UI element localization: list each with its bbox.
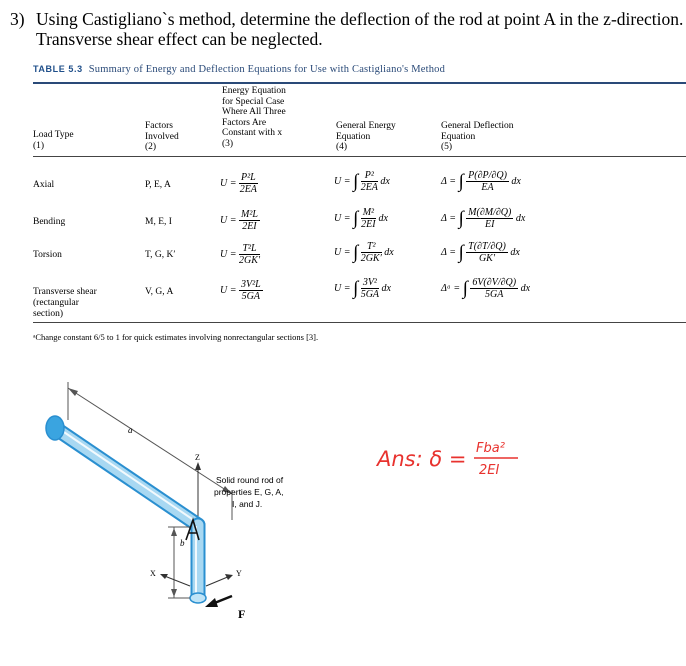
eq-shear-general: U = ∫ $\frac{\text{3V²}}{5GA}$ dx bbox=[334, 277, 391, 300]
dim-b-arrow-bottom bbox=[171, 589, 177, 597]
row-bending-factors: M, E, I bbox=[145, 217, 172, 227]
figure-note bbox=[214, 475, 286, 509]
row-axial-load: Axial bbox=[33, 180, 55, 190]
eq-torsion-deflection: Δ = ∫ $\frac{T(\partial T/\partial Q)}{GK'}$ dx bbox=[441, 241, 520, 264]
label-y: Y bbox=[236, 569, 242, 578]
rod-arm-highlight bbox=[55, 426, 198, 523]
eq-bending-special: U = $\frac{\text{M²L}}{2EI}$ bbox=[220, 209, 258, 232]
eq-axial-special: U = $\frac{\text{P²L}}{2EA}$ bbox=[220, 172, 257, 195]
eq-axial-general: U = ∫ $\frac{\text{P²}}{2EA}$ dx bbox=[334, 170, 390, 193]
rod-fixed-end bbox=[46, 416, 64, 440]
problem-line-1: Using Castigliano`s method, determine the deflection of the rod at point A in the z-direction. bbox=[36, 9, 684, 29]
dim-b-arrow-top bbox=[171, 528, 177, 536]
table-caption-text: Summary of Energy and Deflection Equations for Use with Castigliano's Method bbox=[88, 64, 446, 75]
header-general-energy: General Energy Equation (4) bbox=[336, 121, 396, 152]
label-b: b bbox=[180, 538, 185, 548]
header-energy-special: Energy Equation for Special Case Where All Three Factors Are Constant with x (3) bbox=[222, 86, 286, 149]
answer-denominator: 2EI bbox=[479, 463, 500, 478]
label-x: X bbox=[150, 569, 156, 578]
answer-lhs: Ans: δ = bbox=[377, 447, 467, 471]
table-footnote: ᵃChange constant 6/5 to 1 for quick estimates involving nonrectangular sections [3]. bbox=[33, 332, 319, 342]
eq-shear-special: U = $\frac{\text{3V²L}}{5GA}$ bbox=[220, 279, 261, 302]
figure-note-line-3: I, and J. bbox=[232, 499, 263, 509]
y-axis bbox=[206, 576, 230, 586]
answer-numerator: Fba² bbox=[476, 441, 505, 456]
row-axial-factors: P, E, A bbox=[145, 180, 171, 190]
force-arrow-head bbox=[205, 598, 218, 607]
header-factors: Factors Involved (2) bbox=[145, 121, 179, 152]
eq-torsion-general: U = ∫ $\frac{\text{T²}}{2GK'}$ dx bbox=[334, 241, 394, 264]
eq-bending-deflection: Δ = ∫ $\frac{M(\partial M/\partial Q)}{EI}$ dx bbox=[441, 207, 526, 230]
eq-bending-general: U = ∫ $\frac{\text{M²}}{2EI}$ dx bbox=[334, 207, 388, 230]
y-axis-arrow bbox=[225, 574, 233, 580]
rod-free-end bbox=[190, 593, 206, 603]
label-z: Z bbox=[195, 453, 200, 462]
eq-torsion-special: U = $\frac{\text{T²L}}{2GK'}$ bbox=[220, 243, 261, 266]
table-tag: TABLE 5.3 bbox=[33, 64, 83, 74]
figure-note-line-2: properties E, G, A, bbox=[214, 487, 284, 497]
dim-a-line bbox=[68, 388, 232, 494]
z-axis-arrow bbox=[195, 462, 201, 470]
row-shear-factors: V, G, A bbox=[145, 287, 174, 297]
rod-arm-fill bbox=[55, 428, 198, 525]
header-general-deflection: General Deflection Equation (5) bbox=[441, 121, 514, 152]
row-torsion-load: Torsion bbox=[33, 250, 62, 260]
header-load-type: Load Type (1) bbox=[33, 130, 74, 151]
eq-shear-deflection: Δᵃ = ∫ $\frac{6V(\partial V/\partial Q)}{5GA}$ dx bbox=[441, 277, 531, 300]
label-A: A bbox=[210, 532, 211, 533]
figure-note-line-1: Solid round rod of bbox=[216, 475, 284, 485]
dim-a-arrow-start bbox=[68, 388, 78, 396]
row-bending-load: Bending bbox=[33, 217, 66, 227]
row-shear-load: Transverse shear (rectangular section) bbox=[33, 287, 97, 319]
row-torsion-factors: T, G, K′ bbox=[145, 250, 176, 260]
label-f: F bbox=[238, 607, 246, 621]
eq-axial-deflection: Δ = ∫ $\frac{P(\partial P/\partial Q)}{EA}$ dx bbox=[441, 170, 521, 193]
problem-line-2: Transverse shear effect can be neglected. bbox=[36, 29, 323, 49]
label-a: a bbox=[128, 425, 133, 435]
problem-number: 3) bbox=[10, 9, 25, 29]
